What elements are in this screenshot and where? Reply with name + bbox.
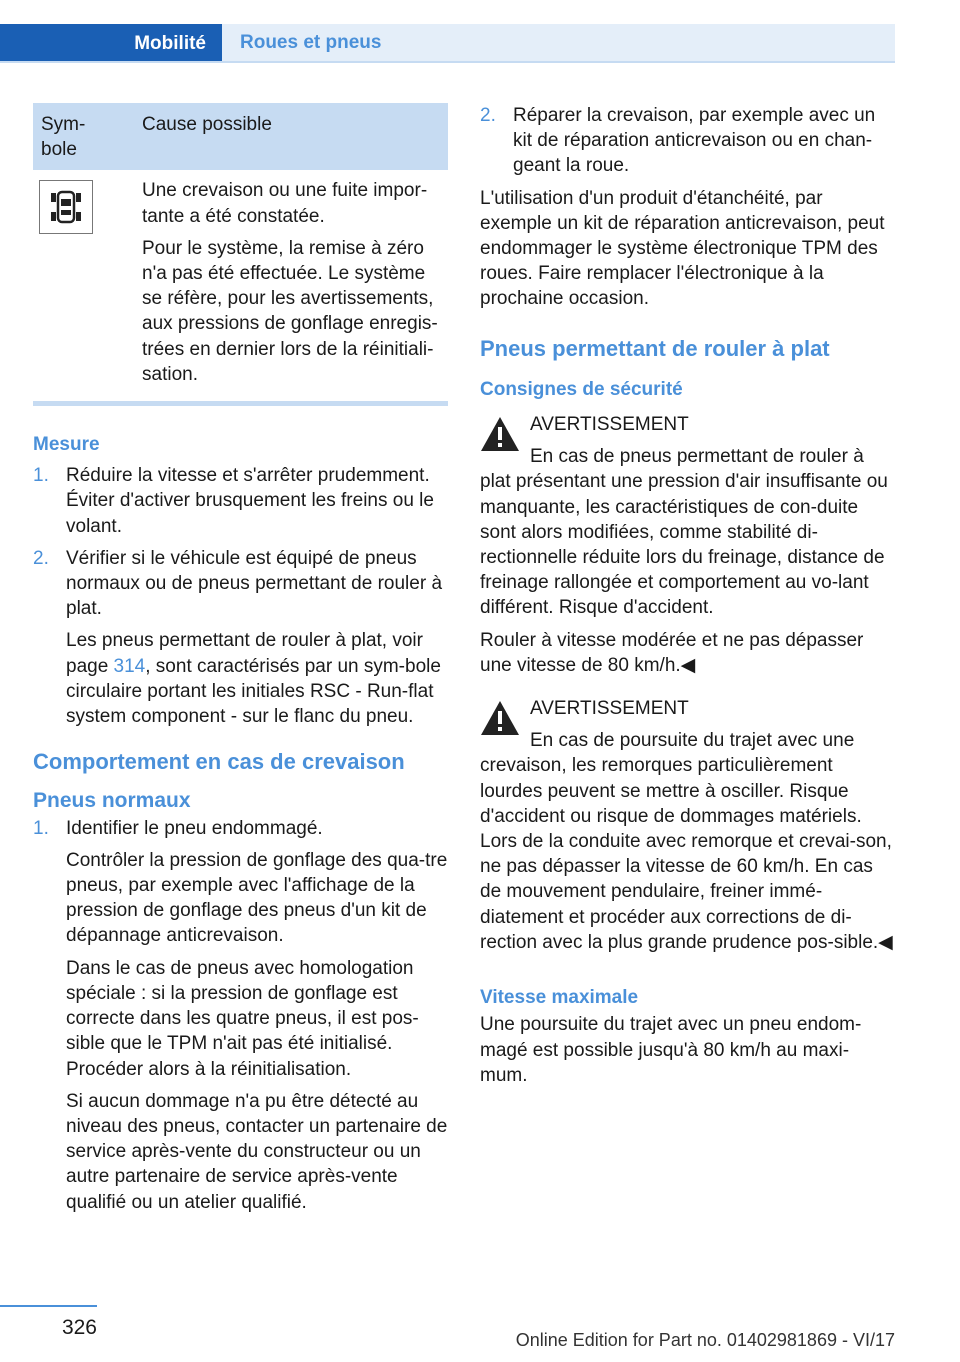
tire-pressure-warning-icon	[39, 180, 93, 234]
warning-title: AVERTISSEMENT	[530, 698, 689, 720]
page-number: 326	[61, 1316, 97, 1339]
step-text: Contrôler la pression de gonflage des qua-tre pneus, par exemple avec l'affichage de la pression de gonflage des pneus d'un kit de dépannage anticrevaison.	[66, 849, 448, 947]
edition-footer: Online Edition for Part no. 01402981869 - VI/17	[515, 1330, 895, 1350]
step-text: Réparer la crevaison, par exemple avec un kit de réparation anticrevaison ou en chan-geant la roue.	[513, 105, 876, 177]
step-text: Les pneus permettant de rouler à plat, voir page 314, sont caractérisés par un sym-bole circulaire portant les initiales RSC - Run-flat system component - sur le flanc du pneu.	[66, 630, 441, 728]
table-cause-text-1: Une crevaison ou une fuite impor-tante a été constatée.	[142, 180, 428, 227]
right-column	[480, 103, 895, 1088]
step-text: Dans le cas de pneus avec homologation spéciale : si la pression de gonflage est correcte dans les quatre pneus, il est pos-sible que le TPM n'ait pas été initialisé. Procéder alors à la réinitialisation.	[66, 957, 419, 1080]
list-item	[33, 816, 449, 1215]
step-number: 2.	[480, 105, 496, 126]
table-cause-text-2: Pour le système, la remise à zéro n'a pas été effectuée. Le système se réfère, pour les avertissements, aux pressions de gonflage enregis-trées en dernier lors de la réinitiali-sation.	[142, 237, 438, 385]
table-header-symbol: Sym- bole	[41, 114, 86, 161]
tab-roues-et-pneus[interactable]: Roues et pneus	[222, 24, 895, 61]
table-row	[33, 170, 448, 401]
comportement-heading: Comportement en cas de crevaison	[33, 749, 405, 775]
tab-mobilite[interactable]: Mobilité	[0, 24, 222, 63]
table-header-cause: Cause possible	[142, 114, 272, 135]
step-number: 2.	[33, 547, 49, 569]
header-divider	[0, 61, 895, 63]
warning-block-2	[480, 696, 895, 955]
warning-text: En cas de poursuite du trajet avec une crevaison, les remorques particulièrement lourdes peuvent se mettre à osciller. Risque d'accident ou risque de dommages matériels. Lors de la conduite avec remorque et crevai-son, ne pas dépasser la vitesse de 60 km/h. En cas de mouvement pendulaire, freiner immé-diatement et procéder aux corrections de di-rection avec la plus grande prudence pos-sible.◀	[480, 730, 893, 953]
comportement-steps-continued	[480, 103, 895, 179]
speed-heading: Vitesse maximale	[480, 987, 639, 1009]
left-column	[33, 103, 449, 1215]
table-bottom-rule	[33, 401, 448, 406]
tpm-note: L'utilisation d'un produit d'étanchéité, par exemple un kit de réparation anticrevaison, peut endommager le système électronique TPM des roues. Faire remplacer l'électronique à la prochaine occasion.	[480, 187, 885, 310]
warning-text: Rouler à vitesse modérée et ne pas dépasser une vitesse de 80 km/h.◀	[480, 629, 864, 676]
step-text: Vérifier si le véhicule est équipé de pneus normaux ou de pneus permettant de rouler à plat.	[66, 547, 443, 620]
comportement-steps	[33, 816, 449, 1215]
list-item	[33, 546, 449, 729]
table-header-row	[33, 103, 448, 170]
step-number: 1.	[33, 817, 49, 839]
mesure-heading: Mesure	[33, 434, 100, 456]
warning-triangle-icon	[480, 700, 520, 736]
step-text: Si aucun dommage n'a pu être détecté au niveau des pneus, contacter un partenaire de service après-vente du constructeur ou un autre partenaire de service après-vente qualifié ou un atelier qualifié.	[66, 1090, 448, 1213]
page-number-rule	[0, 1305, 97, 1307]
safety-heading: Consignes de sécurité	[480, 378, 683, 400]
warning-title: AVERTISSEMENT	[530, 414, 689, 436]
mesure-steps	[33, 463, 449, 729]
page-link[interactable]: 314	[113, 655, 146, 677]
warning-block-1	[480, 412, 895, 678]
runflat-heading: Pneus permettant de rouler à plat	[480, 335, 830, 361]
list-item	[480, 103, 895, 179]
warning-triangle-icon	[480, 416, 520, 452]
step-text: Identifier le pneu endommagé.	[66, 817, 323, 839]
step-number: 1.	[33, 465, 49, 487]
list-item	[33, 463, 449, 539]
step-text: Réduire la vitesse et s'arrêter prudemment. Éviter d'activer brusquement les freins ou le volant.	[66, 465, 434, 537]
symbol-table	[33, 103, 448, 401]
warning-text: En cas de pneus permettant de rouler à plat présentant une pression d'air insuffisante ou manquante, les caractéristiques de con-duite sont alors modifiées, comme stabilité di-rectionnelle réduite lors du freinage, distance de freinage rallongée et comportement au vo-lant différent. Risque d'accident.	[480, 446, 888, 619]
speed-text: Une poursuite du trajet avec un pneu endom-magé est possible jusqu'à 80 km/h au maxi-mum.	[480, 1014, 862, 1086]
pneus-normaux-heading: Pneus normaux	[33, 789, 191, 813]
